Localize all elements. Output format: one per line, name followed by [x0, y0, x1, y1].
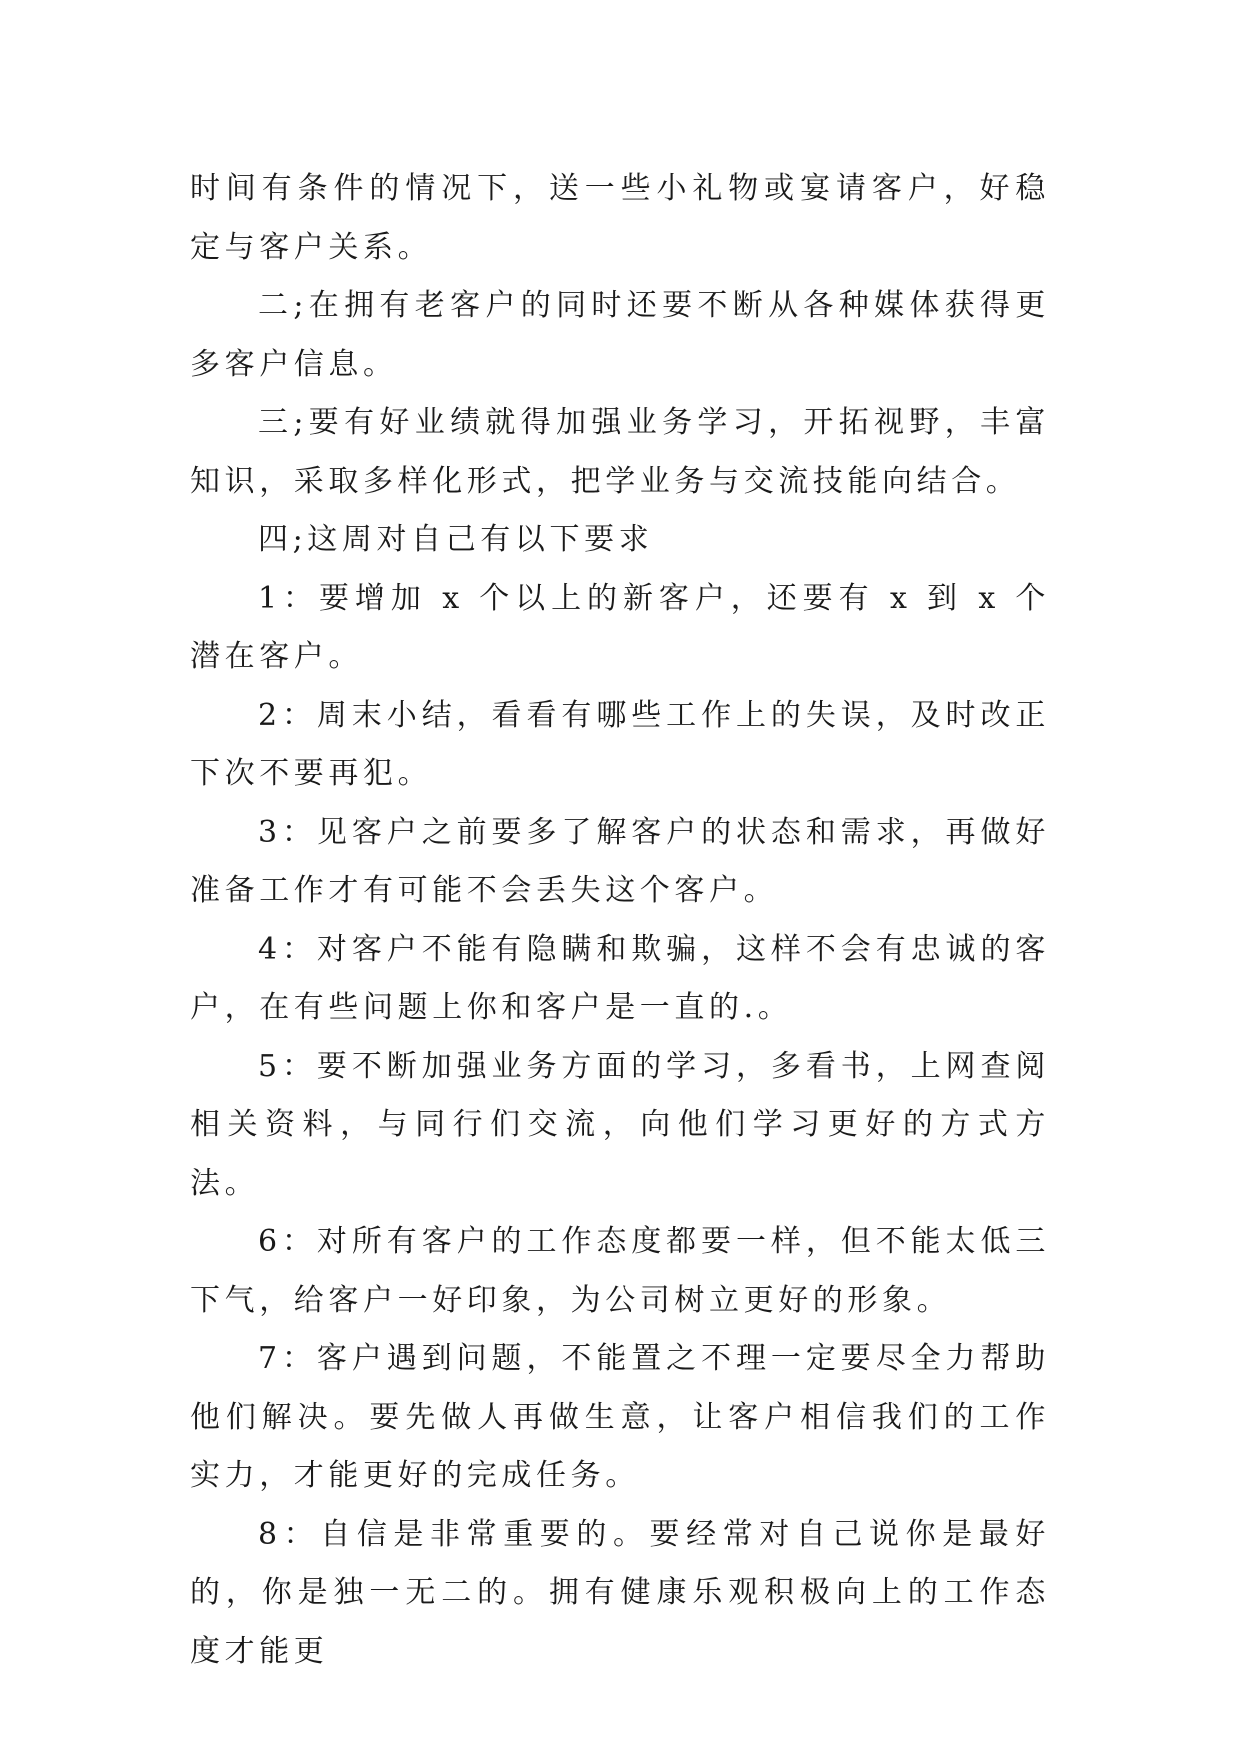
requirement-item-4: 4：对客户不能有隐瞒和欺骗，这样不会有忠诚的客户，在有些问题上你和客户是一直的.。	[190, 931, 1050, 1025]
requirement-item-5: 5：要不断加强业务方面的学习，多看书，上网查阅相关资料，与同行们交流，向他们学习更好的方式方法。	[190, 1048, 1050, 1201]
requirement-item-1: 1：要增加 x 个以上的新客户，还要有 x 到 x 个潜在客户。	[190, 580, 1050, 674]
requirement-item-8: 8：自信是非常重要的。要经常对自己说你是最好的，你是独一无二的。拥有健康乐观积极向上的工作态度才能更	[190, 1516, 1050, 1669]
paragraph-point-4: 四;这周对自己有以下要求	[258, 522, 654, 557]
paragraph-point-3: 三;要有好业绩就得加强业务学习，开拓视野，丰富知识，采取多样化形式，把学业务与交流技能向结合。	[190, 405, 1050, 499]
requirement-item-6: 6：对所有客户的工作态度都要一样，但不能太低三下气，给客户一好印象，为公司树立更好的形象。	[190, 1224, 1050, 1318]
paragraph-continuation: 时间有条件的情况下，送一些小礼物或宴请客户，好稳定与客户关系。	[190, 171, 1050, 265]
requirement-item-3: 3：见客户之前要多了解客户的状态和需求，再做好准备工作才有可能不会丢失这个客户。	[190, 814, 1050, 908]
paragraph-point-2: 二;在拥有老客户的同时还要不断从各种媒体获得更多客户信息。	[190, 288, 1050, 382]
document-body	[190, 160, 1050, 1681]
requirement-item-7: 7：客户遇到问题，不能置之不理一定要尽全力帮助他们解决。要先做人再做生意，让客户相信我们的工作实力，才能更好的完成任务。	[190, 1341, 1050, 1493]
requirement-item-2: 2：周末小结，看看有哪些工作上的失误，及时改正下次不要再犯。	[190, 697, 1050, 791]
